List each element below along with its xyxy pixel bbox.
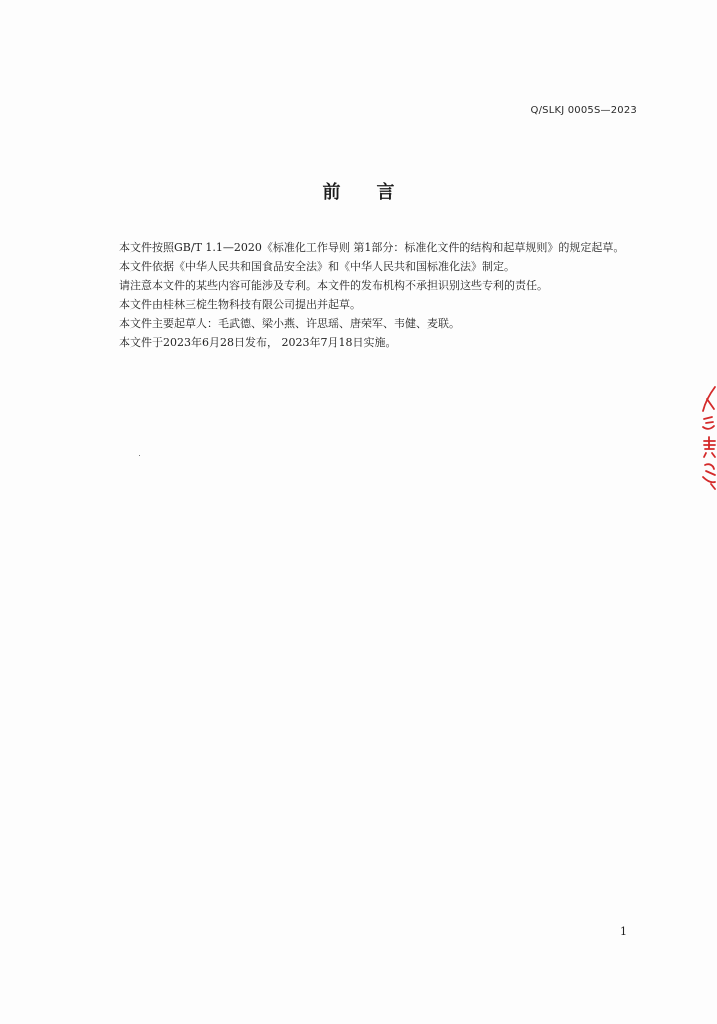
standard-code: Q/SLKJ 0005S—2023 <box>530 105 637 116</box>
seal-stamp-fragment <box>697 385 717 490</box>
page-number: 1 <box>620 925 627 938</box>
foreword-body <box>85 238 635 352</box>
paragraph-proposer: 本文件由桂林三椗生物科技有限公司提出并起草。 <box>119 298 361 311</box>
page-title: 前言 <box>322 182 431 203</box>
paragraph-drafters: 本文件主要起草人：毛武德、梁小燕、许思瑶、唐荣军、韦健、麦联。 <box>119 317 460 330</box>
paragraph-dates: 本文件于2023年6月28日发布， 2023年7月18日实施。 <box>119 336 397 349</box>
paragraph-patent-notice: 请注意本文件的某些内容可能涉及专利。本文件的发布机构不承担识别这些专利的责任。 <box>119 279 548 292</box>
paragraph-legal-basis: 本文件依据《中华人民共和国食品安全法》和《中华人民共和国标准化法》制定。 <box>119 260 515 273</box>
paragraph-drafting-rules: 本文件按照GB/T 1.1—2020《标准化工作导则 第1部分：标准化文件的结构和起草规则》的规定起草。 <box>119 241 625 254</box>
scan-speck <box>139 455 140 456</box>
